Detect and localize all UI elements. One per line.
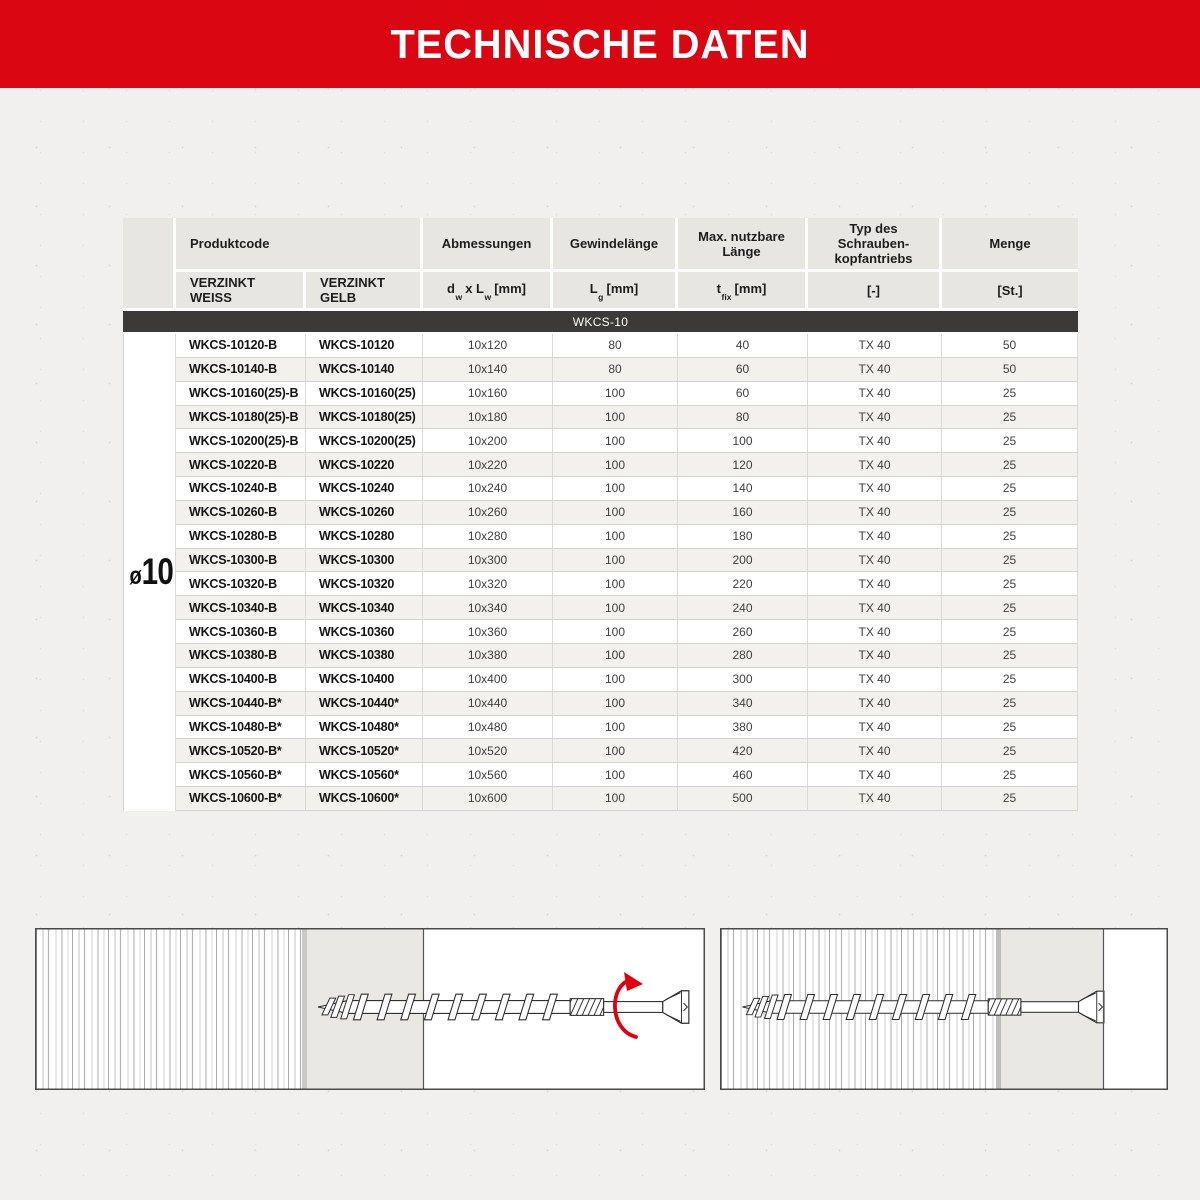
- usable-length-cell: 40: [678, 334, 808, 358]
- code-yellow-cell: WKCS-10180(25): [306, 406, 423, 430]
- subheader-dimensions: $d_w$ x $L_w$ [mm]: [423, 272, 553, 311]
- header-abmessungen: Abmessungen: [423, 218, 553, 272]
- table-row: [123, 572, 1078, 596]
- dimensions-cell: 10x160: [423, 382, 553, 406]
- usable-length-cell: 420: [678, 739, 808, 763]
- table-row: [123, 406, 1078, 430]
- code-white-cell: WKCS-10440-B*: [176, 692, 306, 716]
- dimensions-cell: 10x180: [423, 406, 553, 430]
- code-white-cell: WKCS-10380-B: [176, 644, 306, 668]
- code-yellow-cell: WKCS-10200(25): [306, 429, 423, 453]
- thread-length-cell: 100: [553, 739, 678, 763]
- dimensions-cell: 10x480: [423, 716, 553, 740]
- thread-length-cell: 100: [553, 477, 678, 501]
- thread-length-cell: 100: [553, 692, 678, 716]
- drive-type-cell: TX 40: [808, 429, 942, 453]
- header-kopfantrieb: Typ des Schrauben- kopfantriebs: [808, 218, 942, 272]
- wood-joint-line: [302, 928, 307, 1090]
- code-white-cell: WKCS-10400-B: [176, 668, 306, 692]
- code-white-cell: WKCS-10340-B: [176, 596, 306, 620]
- drive-type-cell: TX 40: [808, 477, 942, 501]
- dimensions-cell: 10x320: [423, 572, 553, 596]
- quantity-cell: 25: [942, 620, 1078, 644]
- thread-length-cell: 100: [553, 453, 678, 477]
- dimensions-cell: 10x520: [423, 739, 553, 763]
- code-yellow-cell: WKCS-10240: [306, 477, 423, 501]
- table-row: [123, 358, 1078, 382]
- thread-length-cell: 100: [553, 644, 678, 668]
- usable-length-cell: 280: [678, 644, 808, 668]
- quantity-cell: 50: [942, 358, 1078, 382]
- thread-length-cell: 100: [553, 525, 678, 549]
- drive-type-cell: TX 40: [808, 525, 942, 549]
- code-white-cell: WKCS-10140-B: [176, 358, 306, 382]
- screw-fully-driven-figure: [720, 928, 1168, 1090]
- usable-length-cell: 460: [678, 763, 808, 787]
- code-yellow-cell: WKCS-10440*: [306, 692, 423, 716]
- quantity-cell: 25: [942, 453, 1078, 477]
- drive-type-cell: TX 40: [808, 739, 942, 763]
- code-white-cell: WKCS-10520-B*: [176, 739, 306, 763]
- code-white-cell: WKCS-10480-B*: [176, 716, 306, 740]
- usable-length-cell: 380: [678, 716, 808, 740]
- spec-table-container: [123, 218, 1078, 811]
- corner-cell: [123, 218, 176, 311]
- table-row: [123, 334, 1078, 358]
- diameter-symbol: ø: [129, 562, 142, 591]
- table-row: [123, 620, 1078, 644]
- drive-type-cell: TX 40: [808, 716, 942, 740]
- code-yellow-cell: WKCS-10340: [306, 596, 423, 620]
- dimensions-cell: 10x280: [423, 525, 553, 549]
- code-yellow-cell: WKCS-10520*: [306, 739, 423, 763]
- dimensions-cell: 10x240: [423, 477, 553, 501]
- table-row: [123, 644, 1078, 668]
- table-row: [123, 429, 1078, 453]
- code-yellow-cell: WKCS-10140: [306, 358, 423, 382]
- table-row: [123, 596, 1078, 620]
- installation-figures: [0, 928, 1200, 1090]
- quantity-cell: 25: [942, 668, 1078, 692]
- code-white-cell: WKCS-10160(25)-B: [176, 382, 306, 406]
- quantity-cell: 25: [942, 763, 1078, 787]
- quantity-cell: 25: [942, 525, 1078, 549]
- usable-length-cell: 160: [678, 501, 808, 525]
- dimensions-cell: 10x220: [423, 453, 553, 477]
- group-band: WKCS-10: [123, 311, 1078, 334]
- spec-table: [123, 218, 1078, 811]
- table-row: [123, 382, 1078, 406]
- table-row: [123, 525, 1078, 549]
- subheader-verzinkt-gelb: VERZINKT GELB: [306, 272, 423, 311]
- usable-length-cell: 180: [678, 525, 808, 549]
- table-row: [123, 501, 1078, 525]
- quantity-cell: 25: [942, 596, 1078, 620]
- subheader-usable-length: $t_{fix}$ [mm]: [678, 272, 808, 311]
- usable-length-cell: 140: [678, 477, 808, 501]
- dimensions-cell: 10x440: [423, 692, 553, 716]
- drive-type-cell: TX 40: [808, 572, 942, 596]
- code-white-cell: WKCS-10220-B: [176, 453, 306, 477]
- drive-type-cell: TX 40: [808, 644, 942, 668]
- thread-length-cell: 100: [553, 596, 678, 620]
- subheader-verzinkt-weiss: VERZINKT WEISS: [176, 272, 306, 311]
- code-white-cell: WKCS-10300-B: [176, 549, 306, 573]
- code-yellow-cell: WKCS-10120: [306, 334, 423, 358]
- dimensions-cell: 10x600: [423, 787, 553, 811]
- header-gewindelaenge: Gewindelänge: [553, 218, 678, 272]
- table-row: [123, 453, 1078, 477]
- code-white-cell: WKCS-10120-B: [176, 334, 306, 358]
- usable-length-cell: 240: [678, 596, 808, 620]
- diameter-value: 10: [141, 551, 173, 593]
- quantity-cell: 25: [942, 382, 1078, 406]
- code-yellow-cell: WKCS-10360: [306, 620, 423, 644]
- thread-length-cell: 100: [553, 787, 678, 811]
- diameter-cell: [123, 334, 176, 811]
- title-banner: [0, 0, 1200, 88]
- code-yellow-cell: WKCS-10280: [306, 525, 423, 549]
- drive-type-cell: TX 40: [808, 406, 942, 430]
- quantity-cell: 50: [942, 334, 1078, 358]
- thread-length-cell: 100: [553, 763, 678, 787]
- dimensions-cell: 10x400: [423, 668, 553, 692]
- dimensions-cell: 10x560: [423, 763, 553, 787]
- quantity-cell: 25: [942, 787, 1078, 811]
- spec-rows: [123, 334, 1078, 811]
- code-white-cell: WKCS-10360-B: [176, 620, 306, 644]
- drive-type-cell: TX 40: [808, 549, 942, 573]
- table-row: [123, 549, 1078, 573]
- dimensions-cell: 10x140: [423, 358, 553, 382]
- header-max-nutzbare-laenge: Max. nutzbare Länge: [678, 218, 808, 272]
- page-title: TECHNISCHE DATEN: [390, 20, 810, 67]
- drive-type-cell: TX 40: [808, 358, 942, 382]
- thread-length-cell: 100: [553, 572, 678, 596]
- table-row: [123, 739, 1078, 763]
- table-row: [123, 692, 1078, 716]
- code-white-cell: WKCS-10240-B: [176, 477, 306, 501]
- subheader-thread-length: $L_g$ [mm]: [553, 272, 678, 311]
- thread-length-cell: 80: [553, 334, 678, 358]
- usable-length-cell: 60: [678, 382, 808, 406]
- code-white-cell: WKCS-10200(25)-B: [176, 429, 306, 453]
- thread-length-cell: 100: [553, 501, 678, 525]
- code-yellow-cell: WKCS-10320: [306, 572, 423, 596]
- dimensions-cell: 10x340: [423, 596, 553, 620]
- thread-length-cell: 100: [553, 549, 678, 573]
- dimensions-cell: 10x360: [423, 620, 553, 644]
- drive-type-cell: TX 40: [808, 334, 942, 358]
- code-white-cell: WKCS-10600-B*: [176, 787, 306, 811]
- table-row: [123, 477, 1078, 501]
- usable-length-cell: 340: [678, 692, 808, 716]
- thread-length-cell: 80: [553, 358, 678, 382]
- code-yellow-cell: WKCS-10300: [306, 549, 423, 573]
- table-row: [123, 716, 1078, 740]
- dimensions-cell: 10x300: [423, 549, 553, 573]
- thread-length-cell: 100: [553, 716, 678, 740]
- drive-type-cell: TX 40: [808, 668, 942, 692]
- quantity-cell: 25: [942, 716, 1078, 740]
- code-yellow-cell: WKCS-10380: [306, 644, 423, 668]
- usable-length-cell: 220: [678, 572, 808, 596]
- code-white-cell: WKCS-10180(25)-B: [176, 406, 306, 430]
- usable-length-cell: 300: [678, 668, 808, 692]
- quantity-cell: 25: [942, 644, 1078, 668]
- usable-length-cell: 200: [678, 549, 808, 573]
- quantity-cell: 25: [942, 406, 1078, 430]
- drive-type-cell: TX 40: [808, 382, 942, 406]
- code-white-cell: WKCS-10260-B: [176, 501, 306, 525]
- usable-length-cell: 100: [678, 429, 808, 453]
- wood-grain-section: [35, 928, 302, 1090]
- quantity-cell: 25: [942, 739, 1078, 763]
- code-yellow-cell: WKCS-10400: [306, 668, 423, 692]
- subheader-quantity: [St.]: [942, 272, 1078, 311]
- drive-type-cell: TX 40: [808, 763, 942, 787]
- quantity-cell: 25: [942, 692, 1078, 716]
- usable-length-cell: 120: [678, 453, 808, 477]
- usable-length-cell: 80: [678, 406, 808, 430]
- code-yellow-cell: WKCS-10260: [306, 501, 423, 525]
- quantity-cell: 25: [942, 501, 1078, 525]
- drive-type-cell: TX 40: [808, 787, 942, 811]
- screw-partially-driven-figure: [35, 928, 705, 1090]
- table-row: [123, 668, 1078, 692]
- dimensions-cell: 10x260: [423, 501, 553, 525]
- usable-length-cell: 500: [678, 787, 808, 811]
- code-yellow-cell: WKCS-10480*: [306, 716, 423, 740]
- code-white-cell: WKCS-10280-B: [176, 525, 306, 549]
- code-white-cell: WKCS-10560-B*: [176, 763, 306, 787]
- quantity-cell: 25: [942, 477, 1078, 501]
- drive-type-cell: TX 40: [808, 620, 942, 644]
- thread-length-cell: 100: [553, 382, 678, 406]
- header-produktcode: Produktcode: [176, 218, 423, 272]
- drive-type-cell: TX 40: [808, 453, 942, 477]
- subheader-drive: [-]: [808, 272, 942, 311]
- usable-length-cell: 260: [678, 620, 808, 644]
- thread-length-cell: 100: [553, 429, 678, 453]
- drive-type-cell: TX 40: [808, 501, 942, 525]
- drive-type-cell: TX 40: [808, 596, 942, 620]
- thread-length-cell: 100: [553, 620, 678, 644]
- header-menge: Menge: [942, 218, 1078, 272]
- dimensions-cell: 10x200: [423, 429, 553, 453]
- quantity-cell: 25: [942, 429, 1078, 453]
- quantity-cell: 25: [942, 549, 1078, 573]
- code-yellow-cell: WKCS-10220: [306, 453, 423, 477]
- thread-length-cell: 100: [553, 406, 678, 430]
- code-yellow-cell: WKCS-10600*: [306, 787, 423, 811]
- drive-type-cell: TX 40: [808, 692, 942, 716]
- table-row: [123, 763, 1078, 787]
- usable-length-cell: 60: [678, 358, 808, 382]
- dimensions-cell: 10x120: [423, 334, 553, 358]
- code-white-cell: WKCS-10320-B: [176, 572, 306, 596]
- code-yellow-cell: WKCS-10560*: [306, 763, 423, 787]
- code-yellow-cell: WKCS-10160(25): [306, 382, 423, 406]
- thread-length-cell: 100: [553, 668, 678, 692]
- quantity-cell: 25: [942, 572, 1078, 596]
- table-row: [123, 787, 1078, 811]
- dimensions-cell: 10x380: [423, 644, 553, 668]
